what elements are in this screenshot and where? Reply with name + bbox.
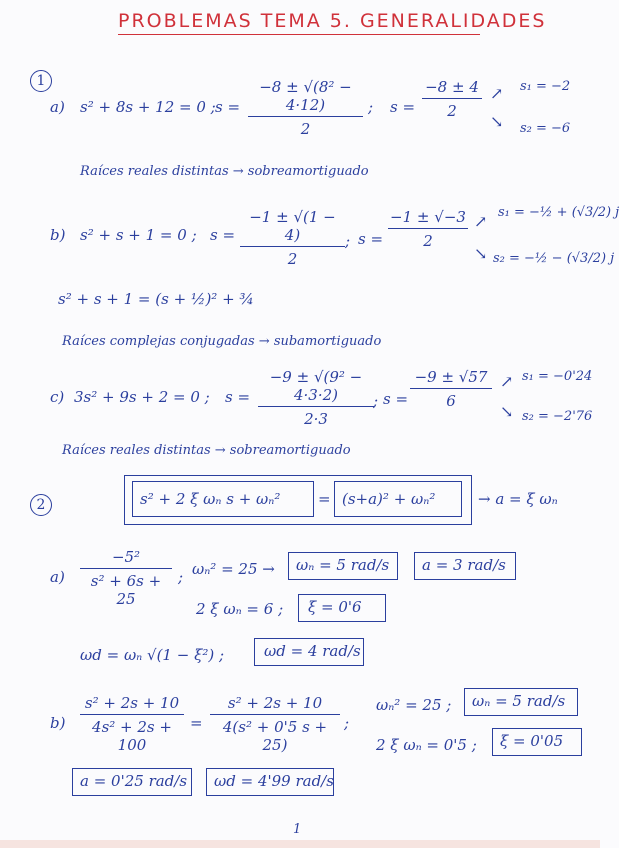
p1c-comment: Raíces reales distintas → sobreamortiguado <box>62 443 351 458</box>
formula-equals: = <box>318 490 331 508</box>
p1c-sep: ; <box>373 392 379 410</box>
p2b-frac1-num: s² + 2s + 10 <box>84 694 180 712</box>
p1a-comment: Raíces reales distintas → sobreamortiguado <box>80 164 369 179</box>
p1a-frac2-den: 2 <box>447 102 457 121</box>
p2b-label: b) <box>50 714 66 732</box>
p1a-s-eq: s = <box>215 98 241 116</box>
p1b-frac1-num: −1 ± √(1 − 4) <box>249 208 336 244</box>
p2b-wn2: ωₙ² = 25 ; <box>376 696 452 714</box>
p1c-frac1-den: 2·3 <box>304 410 328 429</box>
p2a-wn2: ωₙ² = 25 → <box>192 560 275 578</box>
p2a-xi-value: ξ = 0'6 <box>308 598 362 616</box>
p1c-fraction-2 <box>410 368 492 410</box>
p1c-frac1-num: −9 ± √(9² − 4·3·2) <box>269 368 363 404</box>
formula-left: s² + 2 ξ ωₙ s + ωₙ² <box>140 490 281 508</box>
p1b-fraction-1 <box>240 208 345 268</box>
p1b-equation: s² + s + 1 = 0 ; <box>80 226 197 244</box>
p1b-s-eq2: s = <box>358 230 384 248</box>
p2b-frac1-den: 4s² + 2s + 100 <box>92 718 172 755</box>
p2a-sep: ; <box>178 568 184 586</box>
p2a-wd-value: ωd = 4 rad/s <box>264 642 361 660</box>
p2a-wn-value: ωₙ = 5 rad/s <box>296 556 390 574</box>
p1c-fraction-1 <box>258 368 374 428</box>
p1b-label: b) <box>50 226 66 244</box>
p1a-root-2: s₂ = −6 <box>520 121 571 136</box>
p2b-wn-value: ωₙ = 5 rad/s <box>472 692 566 710</box>
p1a-s-eq2: s = <box>390 98 416 116</box>
p2b-xi-value: ξ = 0'05 <box>500 732 564 750</box>
footer-strip <box>0 840 600 848</box>
p1a-frac2-num: −8 ± 4 <box>425 78 479 96</box>
p1b-comment: Raíces complejas conjugadas → subamortiguado <box>62 334 382 349</box>
p1a-fraction-2 <box>422 78 482 120</box>
p1c-s-eq2: s = <box>383 390 409 408</box>
arrow-down-right-icon: ↘ <box>490 112 504 131</box>
arrow-down-right-icon: ↘ <box>500 402 514 421</box>
p1a-root-1: s₁ = −2 <box>520 79 571 94</box>
p2a-label: a) <box>50 568 65 586</box>
p2b-frac2-den: 4(s² + 0'5 s + 25) <box>222 718 328 755</box>
p2a-xi-line: 2 ξ ωₙ = 6 ; <box>196 600 284 618</box>
problem-2-number: 2 <box>30 494 52 516</box>
p1b-root-1: s₁ = −½ + (√3/2) j <box>498 205 619 220</box>
p2b-sep: ; <box>344 714 350 732</box>
arrow-up-right-icon: ↗ <box>474 212 488 231</box>
p2a-frac-den: s² + 6s + 25 <box>90 572 162 609</box>
p1c-label: c) <box>50 388 65 406</box>
p1c-frac2-den: 6 <box>446 392 456 411</box>
p1a-label: a) <box>50 98 65 116</box>
p1a-frac1-den: 2 <box>300 120 311 139</box>
p1a-frac1-num: −8 ± √(8² − 4·12) <box>259 78 352 114</box>
formula-right: (s+a)² + ωₙ² <box>342 490 436 508</box>
p2a-fraction <box>80 548 172 608</box>
p2b-equals: = <box>190 714 203 732</box>
p2b-fraction-2 <box>210 694 340 754</box>
p2b-frac2-num: s² + 2s + 10 <box>227 694 323 712</box>
p1b-s-eq: s = <box>210 226 236 244</box>
p1a-sep: ; <box>368 98 374 116</box>
p2a-frac-num: −5² <box>111 548 141 566</box>
p1c-equation: 3s² + 9s + 2 = 0 ; <box>74 388 210 406</box>
p1b-fraction-2 <box>388 208 468 250</box>
p2b-xi-line: 2 ξ ωₙ = 0'5 ; <box>376 736 477 754</box>
arrow-up-right-icon: ↗ <box>490 84 504 103</box>
p1c-root-2: s₂ = −2'76 <box>522 409 593 424</box>
p1b-frac2-den: 2 <box>423 232 433 251</box>
p1a-equation: s² + 8s + 12 = 0 ; <box>80 98 216 116</box>
p1c-frac2-num: −9 ± √57 <box>414 368 488 386</box>
p2b-wd-value: ωd = 4'99 rad/s <box>214 772 334 790</box>
p1b-sep: ; <box>345 232 351 250</box>
p2a-a-value: a = 3 rad/s <box>422 556 506 574</box>
page-title: PROBLEMAS TEMA 5. GENERALIDADES <box>118 10 547 32</box>
p1c-root-1: s₁ = −0'24 <box>522 369 593 384</box>
p1b-frac2-num: −1 ± √−3 <box>390 208 466 226</box>
title-underline <box>118 34 480 35</box>
p1c-s-eq: s = <box>225 388 251 406</box>
formula-a-relation: → a = ξ ωₙ <box>478 490 558 508</box>
p1b-root-2: s₂ = −½ − (√3/2) j <box>493 251 615 266</box>
page-number: 1 <box>293 822 302 837</box>
p2a-wd-line: ωd = ωₙ √(1 − ξ²) ; <box>80 646 225 664</box>
p1a-fraction-1 <box>248 78 363 138</box>
arrow-up-right-icon: ↗ <box>500 372 514 391</box>
arrow-down-right-icon: ↘ <box>474 244 488 263</box>
problem-1-number: 1 <box>30 70 52 92</box>
p1b-completed-square: s² + s + 1 = (s + ½)² + ¾ <box>58 290 254 308</box>
p1b-frac1-den: 2 <box>287 250 298 269</box>
p2b-a-value: a = 0'25 rad/s <box>80 772 188 790</box>
p2b-fraction-1 <box>80 694 184 754</box>
